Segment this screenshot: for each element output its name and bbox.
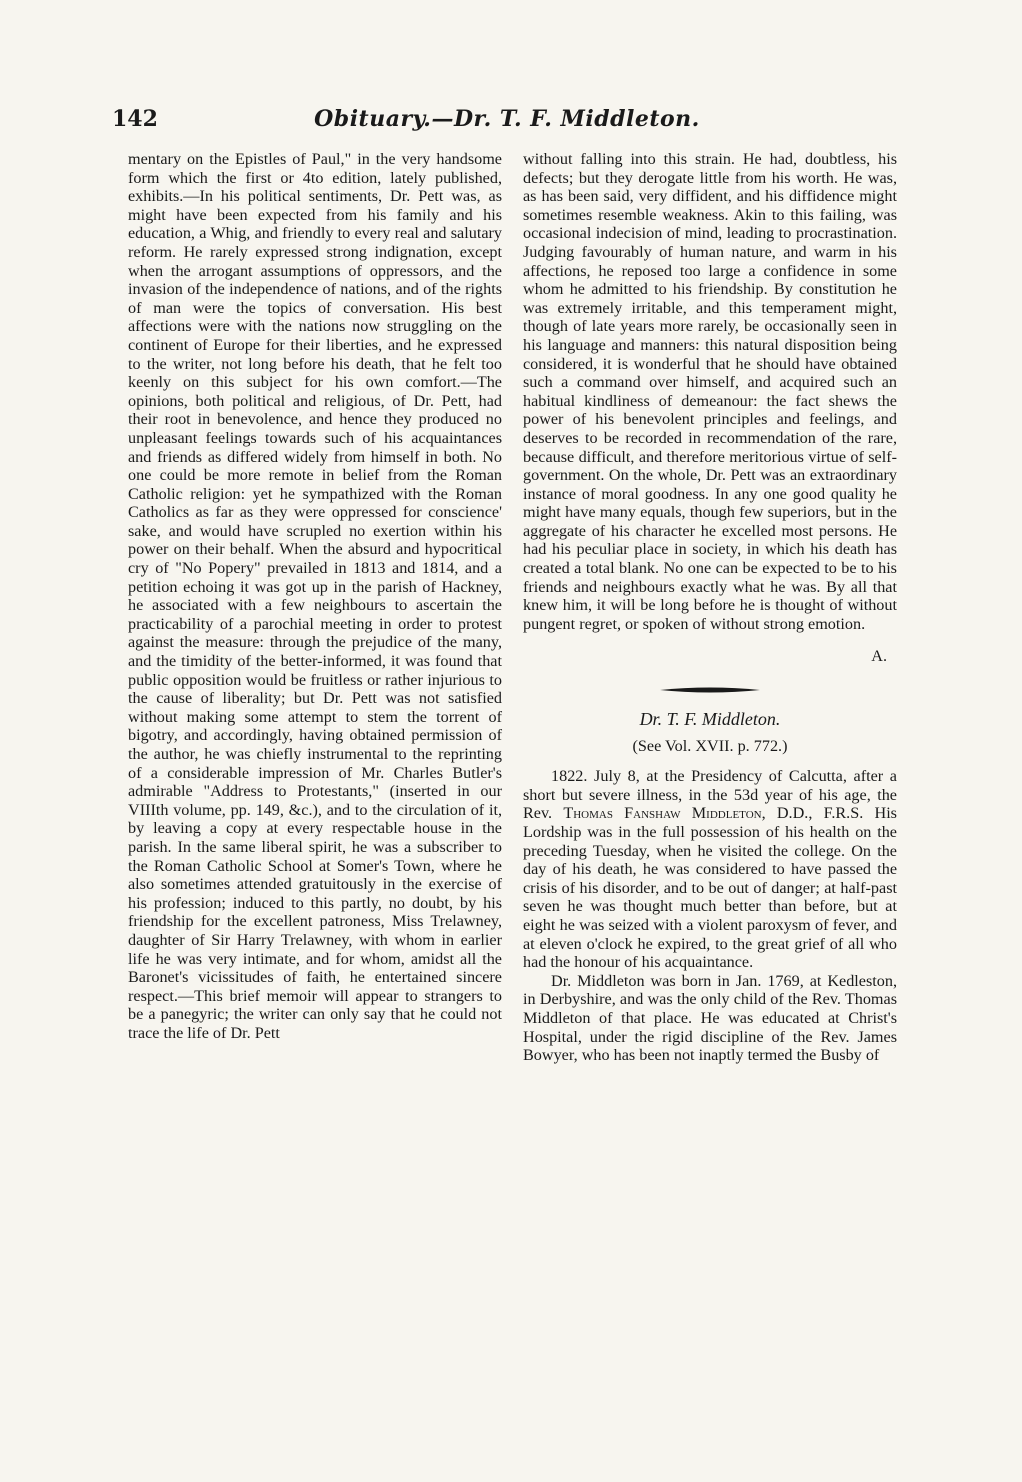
divider-ornament (660, 686, 760, 694)
middleton-paragraph-1 (523, 767, 897, 972)
article-title: Dr. T. F. Middleton. (639, 709, 781, 730)
section-divider (660, 686, 760, 694)
running-title: Obituary.—Dr. T. F. Middleton. (314, 106, 700, 132)
paragraph-text: His Lordship was in the full possession of his health on the preceding Tuesday, when he visited the college. On the day of his death, he was considered to have passed the crisis of his disorder, and to be out of danger; at half-past seven he was thought much better than before, but at eight he was seized with a violent paroxysm of fever, and at eleven o'clock he expired, to the great grief of all who had the honour of his acquaintance. (523, 804, 897, 972)
author-signature: A. (871, 647, 887, 666)
subject-name: Thomas Fanshaw Middleton, D.D., F.R.S. (563, 804, 864, 823)
right-column (523, 150, 897, 1065)
page-number: 142 (112, 106, 158, 132)
pett-obituary-conclusion: without falling into this strain. He had, doubtless, his defects; but they derogate little from his worth. He was, as has been said, very diffident, and his diffidence might sometimes resemble weakness. Akin to this failing, was occasional indecision of mind, leading to procrastination. Judging favourably of human nature, and warm in his affections, he reposed too large a confidence in some whom he admitted to his friendship. By constitution he was extremely irritable, and this temperament might, though of late years more rarely, be occasionally seen in his language and manners: this natural disposition being considered, it is wonderful that he should have obtained such a command over himself, and acquired such an habitual kindliness of demeanour: the fact shews the power of his benevolent principles and feelings, and deserves to be recorded in recommendation of the rare, because difficult, and therefore meritorious virtue of self-government. On the whole, Dr. Pett was an extraordinary instance of moral goodness. In any one good quality he might have many equals, though few superiors, but in the aggregate of his character he excelled most persons. He had his peculiar place in society, in which his death has created a total blank. No one can be expected to be to his friends and neighbours exactly what he was. By all that knew him, it will be long before he is thought of without pungent regret, or spoken of without strong emotion. (523, 150, 897, 633)
middleton-paragraph-2: Dr. Middleton was born in Jan. 1769, at Kedleston, in Derbyshire, and was the only child of the Rev. Thomas Middleton of that place. He was educated at Christ's Hospital, under the rigid discipline of the Rev. James Bowyer, who has been not inaptly termed the Busby of (523, 971, 897, 1065)
page-header (112, 106, 902, 136)
left-column (128, 150, 502, 1043)
left-column-paragraph: mentary on the Epistles of Paul," in the very handsome form which the first or 4to edition, lately published, exhibits.—In his political sentiments, Dr. Pett was, as might have been expected from his family and his education, a Whig, and friendly to every real and salutary reform. He rarely expressed strong indignation, except when the arrogant assumptions of oppressors, and the invasion of the independence of nations, and of the rights of man were the topics of conversation. His best affections were with the nations now struggling on the continent of Europe for their liberties, and he expressed to the writer, not long before his death, that he felt too keenly on this subject for his own comfort.—The opinions, both political and religious, of Dr. Pett, had their root in benevolence, and hence they produced no unpleasant feelings towards such of his acquaintances and friends as differed widely from himself in both. No one could be more remote in belief from the Roman Catholic religion: yet he sympathized with the Roman Catholics as far as they were oppressed for conscience' sake, and would have scrupled no exertion within his power on their behalf. When the absurd and hypocritical cry of "No Popery" prevailed in 1813 and 1814, and a petition echoing it was got up in the parish of Hackney, he associated with a few neighbours to ascertain the practicability of a parochial meeting in order to protest against the measure: through the prejudice of the many, and the timidity of the better-informed, it was found that public opposition would be fruitless or rather injurious to the cause of liberality; but Dr. Pett was not satisfied without making some attempt to stem the torrent of bigotry, and accordingly, having obtained permission of the author, he was chiefly instrumental to the reprinting of a considerable impression of Mr. Charles Butler's admirable "Address to Protestants," (inserted in our VIIIth volume, pp. 149, &c.), and to the circulation of it, by leaving a copy at every respectable house in the parish. In the same liberal spirit, he was a subscriber to the Roman Catholic School at Somer's Town, where he also sometimes attended gratuitously in the exercise of his profession; induced to this partly, no doubt, by his friendship for the excellent patroness, Miss Trelawney, daughter of Sir Harry Trelawney, with whom in earlier life he was very intimate, and for whom, amidst all the Baronet's vicissitudes of faith, he entertained sincere respect.—This brief memoir will appear to strangers to be a panegyric; the writer can only say that he could not trace the life of Dr. Pett (128, 150, 502, 1042)
article-reference: (See Vol. XVII. p. 772.) (632, 736, 788, 755)
paragraph-text: 1822. July 8, at the Presidency of Calcutta, after a short but severe illness, in the 53d year of his age, the Rev. (523, 767, 897, 823)
